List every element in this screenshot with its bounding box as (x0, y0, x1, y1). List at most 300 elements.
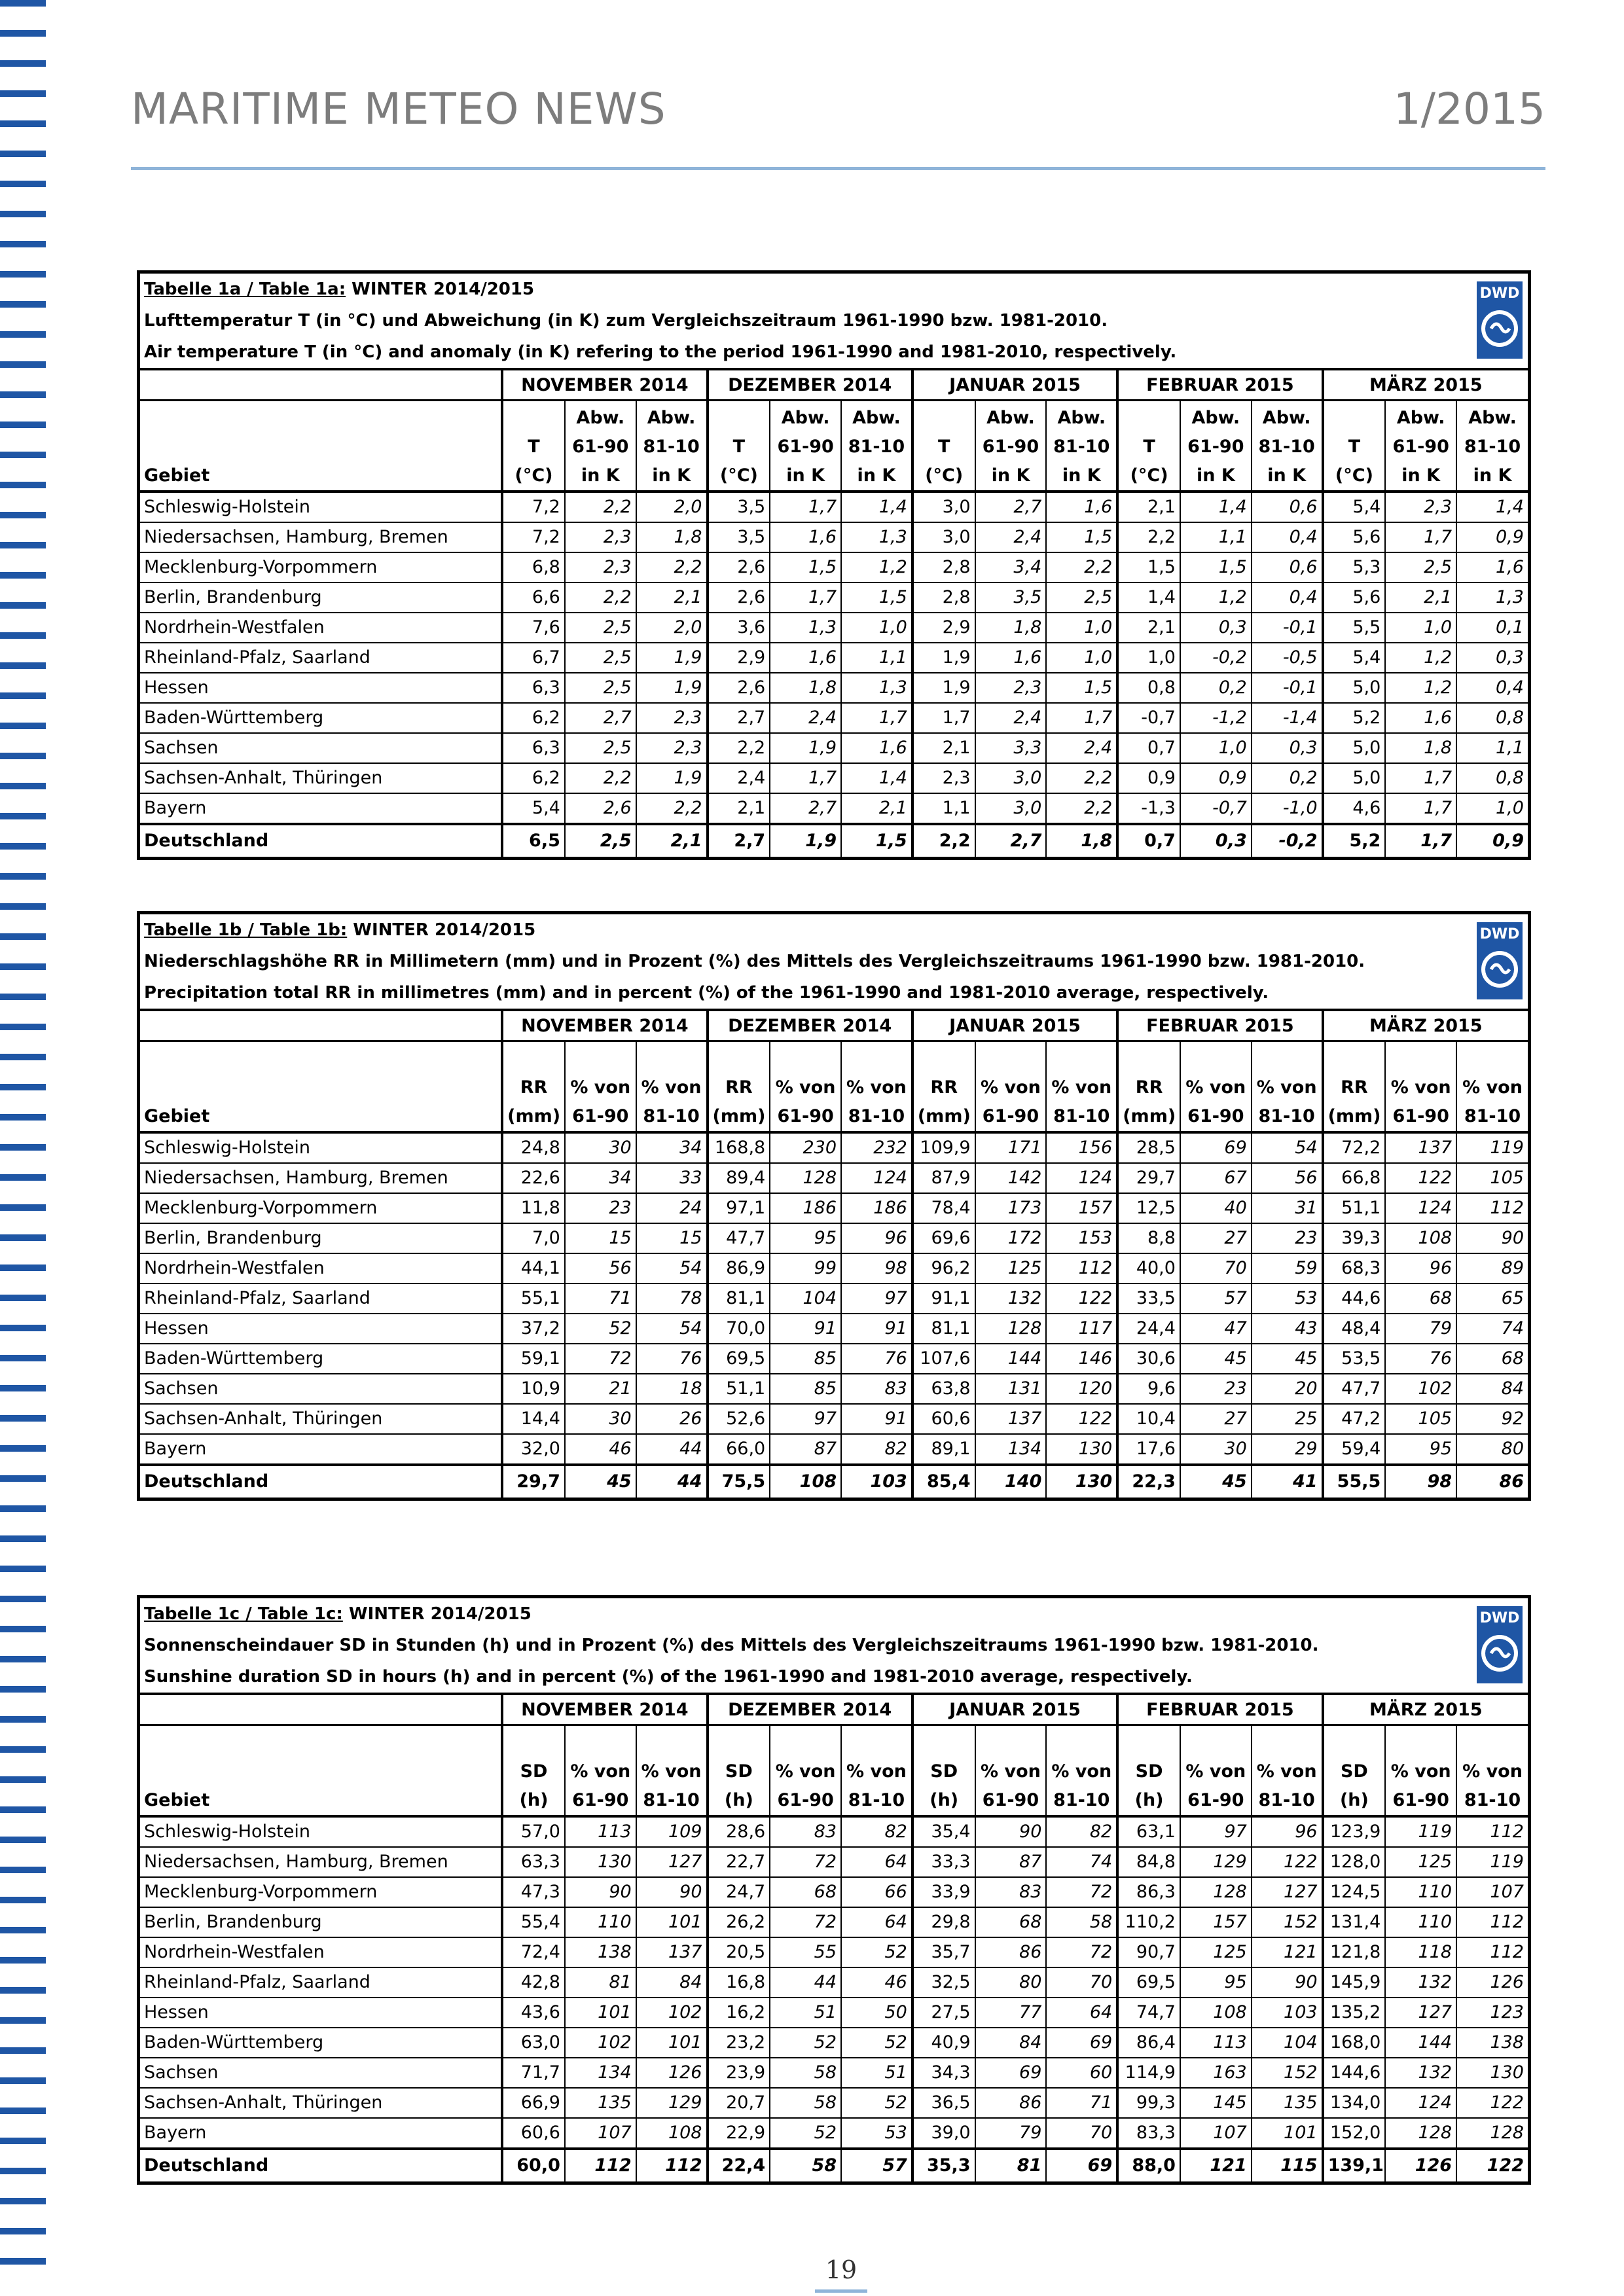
column-header-line (846, 1045, 907, 1073)
table-cell: 1,6 (770, 522, 841, 552)
table-cell: 1,6 (770, 643, 841, 673)
table-cell: 0,9 (1117, 763, 1180, 793)
table-cell: 37,2 (502, 1314, 565, 1344)
table-cell: 66,0 (708, 1434, 770, 1465)
table-cell: 107 (1456, 1877, 1528, 1907)
table-row (140, 1967, 1528, 1998)
table-row (140, 1816, 1528, 1847)
data-table (140, 1009, 1528, 1498)
side-stripe (0, 692, 46, 699)
table-cell: 157 (1180, 1907, 1252, 1937)
side-stripe (0, 1927, 46, 1933)
column-header (1456, 1041, 1528, 1133)
table-cell: 3,0 (975, 793, 1047, 824)
table-cell: 2,3 (565, 552, 636, 583)
column-header-line (713, 1729, 766, 1757)
column-header-line: in K (857, 465, 896, 486)
column-header-line: 81-10 (643, 1106, 700, 1126)
side-stripe (0, 1686, 46, 1693)
table-cell: 83,3 (1117, 2118, 1180, 2149)
table-cell: 28,6 (708, 1816, 770, 1847)
table-cell: 138 (565, 1937, 636, 1967)
table-cell: 80 (1456, 1434, 1528, 1465)
column-header-line (918, 1729, 971, 1757)
region-name: Berlin, Brandenburg (140, 1907, 502, 1937)
table-cell: 145,9 (1323, 1967, 1386, 1998)
table-cell: 1,3 (841, 673, 912, 703)
total-cell: 45 (565, 1465, 636, 1498)
table-cell: 43,6 (502, 1998, 565, 2028)
table-cell: 123 (1456, 1998, 1528, 2028)
table-cell: 86,4 (1117, 2028, 1180, 2058)
table-row (140, 2028, 1528, 2058)
table-cell: 40,9 (912, 2028, 975, 2058)
table-row (140, 1132, 1528, 1163)
side-stripe (0, 1325, 46, 1331)
column-header-line: (h) (1134, 1790, 1164, 1810)
side-stripe (0, 331, 46, 338)
table-cell: 134 (565, 2058, 636, 2088)
table-cell: 2,4 (1046, 733, 1117, 763)
table-cell: 144,6 (1323, 2058, 1386, 2088)
table-title (140, 274, 1528, 305)
side-stripe (0, 1024, 46, 1030)
side-stripe (0, 1596, 46, 1602)
table-cell: 79 (975, 2118, 1047, 2149)
table-cell: 16,8 (708, 1967, 770, 1998)
table-cell: 3,0 (975, 763, 1047, 793)
table-cell: 2,6 (708, 673, 770, 703)
table-cell: 6,3 (502, 673, 565, 703)
table-cell: 99 (770, 1253, 841, 1283)
gebiet-label: Gebiet (144, 465, 210, 486)
table-description-en: Precipitation total RR in millimetres (mm) and in percent (%) of the 1961-1990 and 1981-2010 average, respectively. (144, 983, 1269, 1003)
table-cell: 44,1 (502, 1253, 565, 1283)
table-cell: 1,7 (770, 492, 841, 522)
table-cell: 20,7 (708, 2088, 770, 2118)
table-cell: 2,3 (912, 763, 975, 793)
table-cell: 1,1 (912, 793, 975, 824)
table-cell: 74 (1046, 1847, 1117, 1877)
table-cell: 57,0 (502, 1816, 565, 1847)
total-cell: -0,2 (1252, 824, 1323, 857)
table-row (140, 1404, 1528, 1434)
column-header-line: 61-90 (1392, 1790, 1449, 1810)
column-header-line: (h) (929, 1790, 959, 1810)
table-cell: 81,1 (708, 1283, 770, 1314)
total-cell: 75,5 (708, 1465, 770, 1498)
table-cell: 95 (1385, 1434, 1456, 1465)
table-cell: 1,9 (636, 763, 708, 793)
table-cell: 12,5 (1117, 1193, 1180, 1223)
region-name: Nordrhein-Westfalen (140, 1937, 502, 1967)
table-cell: 119 (1456, 1847, 1528, 1877)
side-stripe (0, 361, 46, 368)
table-cell: 56 (565, 1253, 636, 1283)
table-row (140, 2058, 1528, 2088)
table-cell: 1,5 (1046, 522, 1117, 552)
column-header-line: Abw. (986, 408, 1035, 428)
table-cell: 1,9 (770, 733, 841, 763)
table-cell: 2,1 (1117, 613, 1180, 643)
column-header-line: % von (846, 1077, 907, 1098)
table-cell: 39,0 (912, 2118, 975, 2149)
table-cell: 27 (1180, 1404, 1252, 1434)
table-cell: 33,3 (912, 1847, 975, 1877)
table-cell: 47 (1180, 1314, 1252, 1344)
table-cell: 51,1 (1323, 1193, 1386, 1223)
column-header (770, 1041, 841, 1133)
table-cell: 63,0 (502, 2028, 565, 2058)
month-header: JANUAR 2015 (912, 369, 1117, 401)
total-cell: 60,0 (502, 2149, 565, 2181)
table-cell: 173 (975, 1193, 1047, 1223)
side-stripe (0, 602, 46, 609)
table-cell: 1,1 (1456, 733, 1528, 763)
table-cell: 0,9 (1456, 522, 1528, 552)
table-cell: -0,5 (1252, 643, 1323, 673)
table-cell: 104 (1252, 2028, 1323, 2058)
table-cell: 59 (1252, 1253, 1323, 1283)
table-cell: 110,2 (1117, 1907, 1180, 1937)
column-header-line (1461, 1729, 1524, 1757)
table-cell: 27 (1180, 1223, 1252, 1253)
table-cell: 1,4 (1180, 492, 1252, 522)
table-row (140, 2118, 1528, 2149)
table-cell: 124 (1046, 1163, 1117, 1193)
table-cell: 35,4 (912, 1816, 975, 1847)
side-stripe (0, 2198, 46, 2204)
publication-title: MARITIME METEO NEWS (131, 84, 666, 134)
table-cell: 40 (1180, 1193, 1252, 1223)
table-cell: 11,8 (502, 1193, 565, 1223)
column-header-line: SD (520, 1761, 548, 1782)
table-cell: -1,0 (1252, 793, 1323, 824)
table-cell: -0,1 (1252, 673, 1323, 703)
table-cell: 125 (975, 1253, 1047, 1283)
column-header-line: % von (1256, 1761, 1317, 1782)
table-row (140, 1163, 1528, 1193)
region-name: Berlin, Brandenburg (140, 583, 502, 613)
column-header (636, 401, 708, 492)
column-header-line (1328, 1045, 1381, 1073)
table-cell: 1,7 (1385, 522, 1456, 552)
total-cell: 2,7 (975, 824, 1047, 857)
table-title (140, 914, 1528, 946)
column-header (636, 1725, 708, 1817)
table-description-de: Lufttemperatur T (in °C) und Abweichung (in K) zum Vergleichszeitraum 1961-1990 bzw. 1981-2010. (144, 311, 1108, 331)
table-cell: 0,2 (1180, 673, 1252, 703)
column-header-line: 81-10 (848, 437, 905, 457)
table-cell: 132 (1385, 2058, 1456, 2088)
table-cell: 108 (636, 2118, 708, 2149)
side-stripe (0, 301, 46, 308)
table-cell: 3,5 (975, 583, 1047, 613)
side-stripe (0, 0, 46, 7)
month-header: JANUAR 2015 (912, 1694, 1117, 1725)
gebiet-header (140, 401, 502, 492)
table-cell: 0,4 (1456, 673, 1528, 703)
table-cell: 2,2 (565, 763, 636, 793)
table-cell: 26,2 (708, 1907, 770, 1937)
column-header-line (507, 1729, 560, 1757)
table-cell: 90 (1456, 1223, 1528, 1253)
table-cell: 85 (770, 1374, 841, 1404)
table-cell: 113 (565, 1816, 636, 1847)
table-cell: 20 (1252, 1374, 1323, 1404)
total-cell: 29,7 (502, 1465, 565, 1498)
table-description-en: Sunshine duration SD in hours (h) and in percent (%) of the 1961-1990 and 1981-2010 average, respectively. (144, 1667, 1193, 1687)
table-cell: 30 (565, 1132, 636, 1163)
table-cell: 85 (770, 1344, 841, 1374)
table-cell: 69 (1046, 2028, 1117, 2058)
table-cell: 53 (841, 2118, 912, 2149)
total-cell: 22,4 (708, 2149, 770, 2181)
table-cell: 1,9 (636, 673, 708, 703)
table-cell: 97 (841, 1283, 912, 1314)
side-stripe (0, 1837, 46, 1843)
table-cell: 55,4 (502, 1907, 565, 1937)
gebiet-label: Gebiet (144, 1106, 210, 1126)
table-cell: 70 (1180, 1253, 1252, 1283)
table-cell: 50 (841, 1998, 912, 2028)
table-cell: 47,3 (502, 1877, 565, 1907)
table-cell: 2,7 (770, 793, 841, 824)
table-cell: 87 (770, 1434, 841, 1465)
column-header (841, 1725, 912, 1817)
table-cell: 72 (1046, 1937, 1117, 1967)
table-cell: 56 (1252, 1163, 1323, 1193)
header-divider (131, 167, 1545, 170)
table-cell: 0,1 (1456, 613, 1528, 643)
month-header: JANUAR 2015 (912, 1010, 1117, 1041)
table-cell: 135 (1252, 2088, 1323, 2118)
column-header-line: SD (930, 1761, 958, 1782)
side-stripe (0, 1475, 46, 1482)
table-cell: 47,7 (708, 1223, 770, 1253)
table-cell: 30,6 (1117, 1344, 1180, 1374)
decorative-side-stripes (0, 0, 46, 2296)
table-cell: 53,5 (1323, 1344, 1386, 1374)
column-header-row (140, 1725, 1528, 1817)
region-name: Hessen (140, 673, 502, 703)
table-cell: 15 (636, 1223, 708, 1253)
table-cell: 68,3 (1323, 1253, 1386, 1283)
table-cell: 2,6 (708, 552, 770, 583)
column-header-line: T (732, 437, 746, 457)
table-cell: 1,2 (1385, 673, 1456, 703)
total-cell: 122 (1456, 2149, 1528, 2181)
side-stripe (0, 271, 46, 278)
table-cell: 127 (1252, 1877, 1323, 1907)
table-cell: 110 (565, 1907, 636, 1937)
table-cell: 95 (770, 1223, 841, 1253)
table-cell: 101 (636, 2028, 708, 2058)
total-cell: 112 (565, 2149, 636, 2181)
table-cell: 1,6 (975, 643, 1047, 673)
column-header-line (1256, 1729, 1318, 1757)
gebiet-header (140, 1725, 502, 1817)
column-header-line (507, 1045, 560, 1073)
table-cell: 5,3 (1323, 552, 1386, 583)
table-cell: 22,7 (708, 1847, 770, 1877)
total-cell: 2,2 (912, 824, 975, 857)
table-cell: 109 (636, 1816, 708, 1847)
table-cell: 69,6 (912, 1223, 975, 1253)
column-header-line: % von (846, 1761, 907, 1782)
table-season: WINTER 2014/2015 (353, 920, 536, 940)
table-cell: 44 (636, 1434, 708, 1465)
table-cell: 123,9 (1323, 1816, 1386, 1847)
table-cell: 22,6 (502, 1163, 565, 1193)
table-cell: 122 (1046, 1404, 1117, 1434)
table-cell: 96 (1385, 1253, 1456, 1283)
table-cell: 0,8 (1456, 763, 1528, 793)
table-cell: 87,9 (912, 1163, 975, 1193)
region-name: Hessen (140, 1998, 502, 2028)
table-cell: 134 (975, 1434, 1047, 1465)
total-cell: 1,9 (770, 824, 841, 857)
column-header-line: Abw. (1262, 408, 1311, 428)
table-cell: 33,5 (1117, 1283, 1180, 1314)
table-cell: 69,5 (708, 1344, 770, 1374)
column-header-line: (°C) (719, 465, 758, 486)
column-header-line: % von (1051, 1077, 1112, 1098)
table-cell: 96,2 (912, 1253, 975, 1283)
month-header: DEZEMBER 2014 (708, 369, 912, 401)
column-header-line (1051, 1729, 1112, 1757)
table-cell: 135 (565, 2088, 636, 2118)
column-header-line: 81-10 (1053, 1790, 1110, 1810)
column-header-line: in K (1473, 465, 1512, 486)
table-cell: 82 (841, 1816, 912, 1847)
table-row (140, 1937, 1528, 1967)
column-header-line: % von (775, 1761, 836, 1782)
table-cell: 2,3 (636, 733, 708, 763)
table-row (140, 793, 1528, 824)
side-stripe (0, 2228, 46, 2234)
total-row (140, 824, 1528, 857)
table-cell: 78,4 (912, 1193, 975, 1223)
table-cell: 107,6 (912, 1344, 975, 1374)
column-header-line: in K (1062, 465, 1101, 486)
table-cell: 69 (975, 2058, 1047, 2088)
column-header-line: % von (1390, 1761, 1451, 1782)
table-cell: 2,0 (636, 613, 708, 643)
table-row (140, 703, 1528, 733)
month-header-row (140, 1694, 1528, 1725)
table-cell: 2,4 (770, 703, 841, 733)
column-header (502, 1725, 565, 1817)
table-cell: 1,8 (770, 673, 841, 703)
table-cell: 131 (975, 1374, 1047, 1404)
table-cell: 0,3 (1456, 643, 1528, 673)
table-cell: 129 (636, 2088, 708, 2118)
column-header-line: SD (725, 1761, 753, 1782)
table-cell: 125 (1385, 1847, 1456, 1877)
total-label: Deutschland (140, 1465, 502, 1498)
column-header (912, 1725, 975, 1817)
total-cell: 0,9 (1456, 824, 1528, 857)
table-cell: 112 (1456, 1907, 1528, 1937)
table-cell: 126 (1456, 1967, 1528, 1998)
side-stripe (0, 1897, 46, 1903)
total-cell: 103 (841, 1465, 912, 1498)
table-cell: 83 (770, 1816, 841, 1847)
month-header: FEBRUAR 2015 (1117, 1694, 1322, 1725)
side-stripe (0, 843, 46, 850)
table-cell: 2,5 (565, 733, 636, 763)
table-cell: 128 (975, 1314, 1047, 1344)
column-header (912, 1041, 975, 1133)
table-cell: 70,0 (708, 1314, 770, 1344)
side-stripe (0, 783, 46, 789)
table-cell: 86 (975, 2088, 1047, 2118)
total-cell: 5,2 (1323, 824, 1386, 857)
table-cell: 23,9 (708, 2058, 770, 2088)
side-stripe (0, 2108, 46, 2114)
table-cell: 7,2 (502, 522, 565, 552)
column-header-line (1185, 1729, 1247, 1757)
column-header (1385, 1041, 1456, 1133)
side-stripe (0, 994, 46, 1000)
dwd-logo-text: DWD (1479, 285, 1520, 302)
table-cell: 0,4 (1252, 522, 1323, 552)
column-header (1180, 401, 1252, 492)
column-header-line: T (937, 437, 950, 457)
column-header-line: (°C) (925, 465, 964, 486)
table-description-en: Air temperature T (in °C) and anomaly (in K) refering to the period 1961-1990 and 1981-2010, respectively. (144, 342, 1177, 362)
table-cell: 47,2 (1323, 1404, 1386, 1434)
table-cell: 39,3 (1323, 1223, 1386, 1253)
side-stripe (0, 512, 46, 518)
total-cell: 98 (1385, 1465, 1456, 1498)
column-header-line: Abw. (781, 408, 830, 428)
total-cell: 85,4 (912, 1465, 975, 1498)
column-header-line: in K (652, 465, 691, 486)
column-header-row (140, 401, 1528, 492)
table-cell: 45 (1252, 1344, 1323, 1374)
table-cell: 92 (1456, 1404, 1528, 1434)
column-header-line: (mm) (1123, 1106, 1176, 1126)
column-header-line: RR (930, 1077, 958, 1098)
table-cell: 145 (1180, 2088, 1252, 2118)
table-cell: 2,6 (708, 583, 770, 613)
table-cell: 65 (1456, 1283, 1528, 1314)
table-cell: 144 (975, 1344, 1047, 1374)
table-row (140, 1998, 1528, 2028)
table-cell: 107 (1180, 2118, 1252, 2149)
table-cell: 72 (770, 1847, 841, 1877)
table-cell: 1,5 (1117, 552, 1180, 583)
table-cell: 84 (636, 1967, 708, 1998)
region-name: Nordrhein-Westfalen (140, 1253, 502, 1283)
table-cell: 109,9 (912, 1132, 975, 1163)
column-header-line (846, 1729, 907, 1757)
column-header-line (1123, 1045, 1176, 1073)
table-cell: 10,4 (1117, 1404, 1180, 1434)
table-cell: 90 (1252, 1967, 1323, 1998)
table-cell: 127 (1385, 1998, 1456, 2028)
table-cell: 76 (841, 1344, 912, 1374)
table-cell: 51 (841, 2058, 912, 2088)
side-stripe (0, 1265, 46, 1271)
table-cell: 31 (1252, 1193, 1323, 1223)
table-cell: 110 (1385, 1907, 1456, 1937)
column-header-line: 81-10 (643, 1790, 700, 1810)
table-cell: 125 (1180, 1937, 1252, 1967)
table-cell: 2,9 (708, 643, 770, 673)
